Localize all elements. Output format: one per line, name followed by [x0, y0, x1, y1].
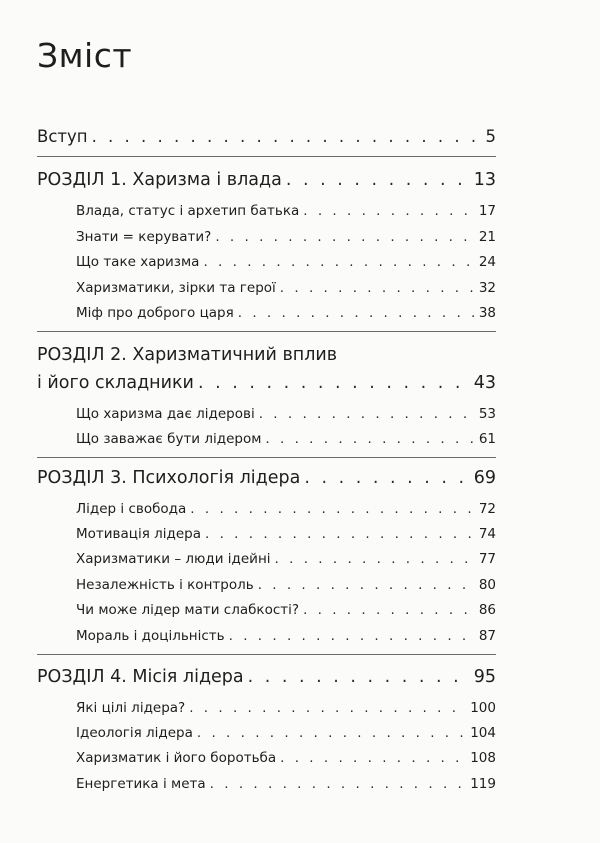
dot-leader: [210, 776, 467, 792]
dot-leader: [215, 229, 474, 245]
toc-entry[interactable]: [76, 229, 496, 245]
toc-entry[interactable]: [76, 551, 496, 567]
toc-entry[interactable]: [76, 725, 496, 741]
toc-entry-label: Мораль і доцільність: [76, 628, 225, 644]
toc-entry[interactable]: [76, 602, 496, 618]
toc-page-number: 5: [485, 127, 496, 146]
toc-page-number: 77: [478, 551, 496, 567]
dot-leader: [303, 602, 475, 618]
dot-leader: [258, 577, 475, 593]
toc-entry[interactable]: [76, 254, 496, 270]
toc-entry[interactable]: [76, 628, 496, 644]
toc-chapter-3[interactable]: [37, 468, 496, 488]
toc-entry-label: Харизматики – люди ідейні: [76, 551, 271, 567]
toc-entry-label: Що заважає бути лідером: [76, 431, 262, 447]
toc-page-number: 24: [478, 254, 496, 270]
toc-entry-label: Харизматики, зірки та герої: [76, 280, 276, 296]
toc-entry-label: Незалежність і контроль: [76, 577, 254, 593]
dot-leader: [205, 526, 475, 542]
toc-entry[interactable]: [76, 526, 496, 542]
chapter-title: і його складники: [37, 373, 194, 393]
toc-page-number: 32: [478, 280, 496, 296]
toc-entry-label: Мотивація лідера: [76, 526, 201, 542]
toc-entry-label: Міф про доброго царя: [76, 305, 234, 321]
divider: [37, 457, 496, 458]
toc-page-number: 53: [478, 406, 496, 422]
toc-entry-label: Які цілі лідера?: [76, 700, 186, 716]
toc-entry[interactable]: [76, 501, 496, 517]
toc-entry[interactable]: [76, 406, 496, 422]
dot-leader: [280, 750, 466, 766]
toc-entry[interactable]: [76, 280, 496, 296]
toc-page-number: 108: [470, 750, 496, 766]
toc-entry-label: Знати = керувати?: [76, 229, 212, 245]
toc-page-number: 87: [478, 628, 496, 644]
toc-chapter-2[interactable]: [37, 373, 496, 393]
dot-leader: [303, 203, 475, 219]
toc-entry-label: Харизматик і його боротьба: [76, 750, 277, 766]
dot-leader: [189, 700, 466, 716]
page-title: Зміст: [37, 36, 133, 75]
toc-page-number: 95: [473, 667, 496, 687]
toc-entry[interactable]: [76, 700, 496, 716]
toc-entry-label: Що харизма дає лідерові: [76, 406, 255, 422]
toc-page-number: 21: [478, 229, 496, 245]
toc-page-number: 80: [478, 577, 496, 593]
dot-leader: [280, 280, 475, 296]
dot-leader: [286, 170, 470, 190]
divider: [37, 654, 496, 655]
toc-entry-label: Ідеологія лідера: [76, 725, 193, 741]
toc-entry-label: Енергетика і мета: [76, 776, 206, 792]
toc-page-number: 13: [473, 170, 496, 190]
toc-page-number: 74: [478, 526, 496, 542]
toc-entry[interactable]: [76, 203, 496, 219]
dot-leader: [275, 551, 475, 567]
toc-page-number: 104: [470, 725, 496, 741]
dot-leader: [203, 254, 474, 270]
dot-leader: [229, 628, 475, 644]
toc-page-number: 119: [470, 776, 496, 792]
dot-leader: [259, 406, 475, 422]
toc-chapter-4[interactable]: [37, 667, 496, 687]
toc-page-number: 86: [478, 602, 496, 618]
chapter-title: РОЗДІЛ 4. Місія лідера: [37, 667, 244, 687]
toc-page-number: 69: [473, 468, 496, 488]
dot-leader: [198, 373, 470, 393]
toc-entry-intro[interactable]: [37, 127, 496, 146]
toc-entry[interactable]: [76, 776, 496, 792]
toc-page-number: 100: [470, 700, 496, 716]
toc-entry-label: Лідер і свобода: [76, 501, 187, 517]
toc-page-number: 43: [473, 373, 496, 393]
dot-leader: [248, 667, 470, 687]
toc-entry[interactable]: [76, 577, 496, 593]
dot-leader: [238, 305, 475, 321]
divider: [37, 331, 496, 332]
divider: [37, 156, 496, 157]
dot-leader: [197, 725, 466, 741]
toc-chapter-1[interactable]: [37, 170, 496, 190]
dot-leader: [92, 127, 482, 146]
chapter-title-line: РОЗДІЛ 2. Харизматичний вплив: [37, 345, 338, 365]
dot-leader: [190, 501, 475, 517]
toc-entry-label: Влада, статус і архетип батька: [76, 203, 300, 219]
toc-entry-label: Чи може лідер мати слабкості?: [76, 602, 300, 618]
toc-page-number: 38: [478, 305, 496, 321]
toc-entry-label: Вступ: [37, 127, 88, 146]
chapter-title: РОЗДІЛ 1. Харизма і влада: [37, 170, 282, 190]
toc-entry[interactable]: [76, 305, 496, 321]
toc-entry[interactable]: [76, 750, 496, 766]
toc-entry-label: Що таке харизма: [76, 254, 200, 270]
toc-page-number: 61: [478, 431, 496, 447]
chapter-title: РОЗДІЛ 3. Психологія лідера: [37, 468, 301, 488]
toc-entry[interactable]: [76, 431, 496, 447]
toc-page-number: 17: [478, 203, 496, 219]
toc-page-number: 72: [478, 501, 496, 517]
dot-leader: [265, 431, 474, 447]
dot-leader: [304, 468, 469, 488]
